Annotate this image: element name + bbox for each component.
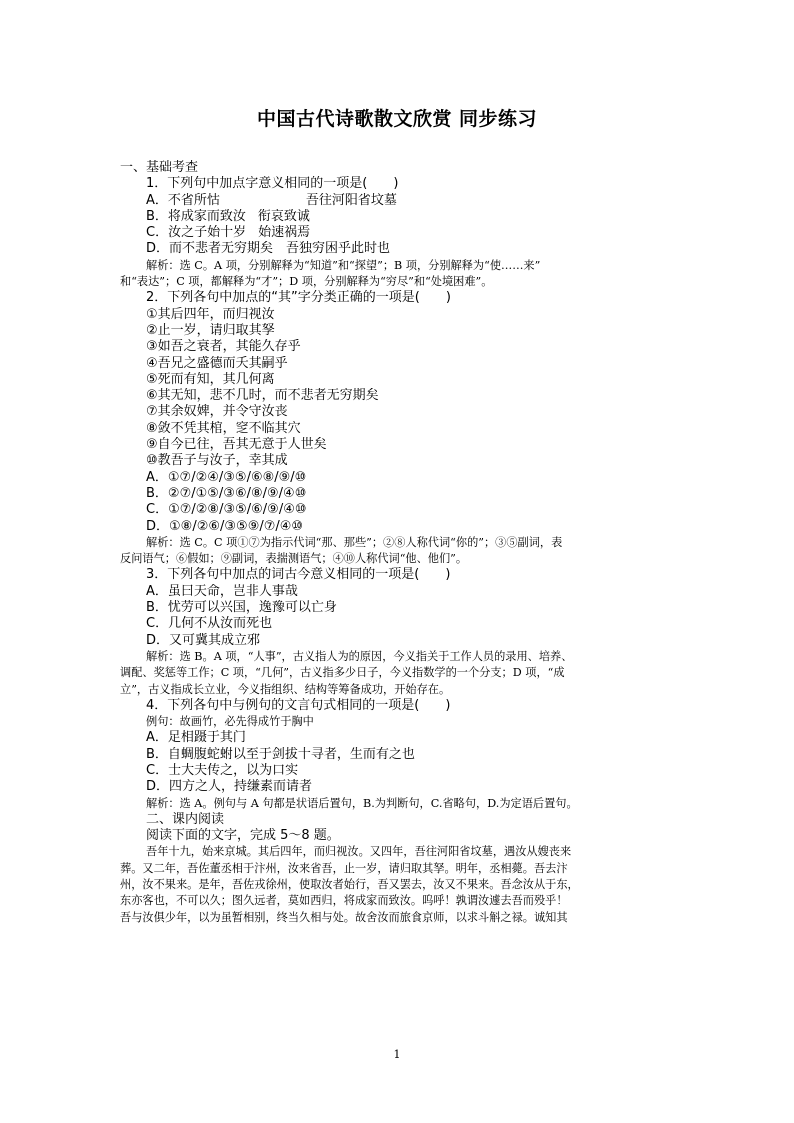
q2-item-3: ③如吾之衰者，其能久存乎 [146, 339, 301, 355]
q2-explanation-line2: 反问语气；⑥假如；⑨副词，表揣测语气；④⑩人称代词“他、他们”。 [120, 552, 468, 566]
q1-stem: 1．下列句中加点字意义相同的一项是( ) [146, 176, 399, 192]
q4-example: 例句：故画竹，必先得成竹于胸中 [146, 715, 314, 729]
q1-option-b [120, 209, 680, 225]
q2-option-a: A．①⑦/②④/③⑤/⑥⑧/⑨/⑩ [146, 469, 307, 485]
q3-explanation-line3: 立”，古义指成长立业，今义指组织、结构等筹备成功，开始存在。 [120, 682, 451, 696]
q3-option-d: D．又可冀其成立邪 [146, 632, 261, 648]
q4-option-a: A．足相蹑于其门 [146, 730, 246, 746]
page-number: 1 [393, 1048, 401, 1061]
q1-option-c-part2: 始速祸焉 [258, 225, 311, 241]
q2-item-10: ⑩教吾子与汝子，幸其成 [146, 453, 288, 469]
q1-explanation-line2: 和“表达”；C 项，都解释为“才”；D 项，分别解释为“穷尽”和“处境困难”。 [120, 275, 493, 289]
q4-option-b: B．自蜩腹蛇蚹以至于剑拔十寻者，生而有之也 [146, 746, 415, 762]
q1-option-a-part2: 吾往河阳省坟墓 [305, 192, 397, 208]
passage-line-1: 吾年十九，始来京城。其后四年，而归视汝。又四年，吾往河阳省坟墓，遇汝从嫂丧来 [146, 845, 572, 859]
q3-option-b: B．忧劳可以兴国，逸豫可以亡身 [146, 600, 337, 616]
passage-line-4: 东亦客也，不可以久；图久远者，莫如西归，将成家而致汝。呜呼！孰谓汝遽去吾而殁乎！ [120, 894, 568, 908]
passage-line-5: 吾与汝俱少年，以为虽暂相别，终当久相与处。故舍汝而旅食京师，以求斗斛之禄。诚知其 [120, 910, 568, 924]
q2-item-8: ⑧敛不凭其棺，窆不临其穴 [146, 420, 301, 436]
q2-option-d: D．①⑧/②⑥/③⑤⑨/⑦/④⑩ [146, 518, 304, 534]
q2-item-1: ①其后四年，而归视汝 [146, 306, 275, 322]
section-heading-reading: 二、课内阅读 [146, 811, 225, 827]
q2-explanation-line1: 解析：选 C。C 项①⑦为指示代词“那、那些”；②⑧人称代词“你的”；③⑤副词，表 [146, 535, 563, 549]
q1-explanation-line1: 解析：选 C。A 项，分别解释为“知道”和“探望”；B 项，分别解释为“使……来” [146, 258, 541, 272]
q1-option-c [120, 225, 680, 241]
q2-item-2: ②止一岁，请归取其孥 [146, 322, 275, 338]
q1-option-b-part1: B．将成家而致汝 [146, 208, 246, 224]
q2-item-7: ⑦其余奴婢，并令守汝丧 [146, 404, 288, 420]
q3-option-a: A．虽曰天命，岂非人事哉 [146, 583, 298, 599]
q1-option-b-part2: 衔哀致诚 [257, 208, 310, 224]
q2-item-5: ⑤死而有知，其几何离 [146, 371, 275, 387]
q1-option-a [120, 193, 680, 209]
q2-stem: 2．下列各句中加点的“其”字分类正确的一项是( ) [146, 290, 451, 306]
q4-explanation-line1: 解析：选 A。例句与 A 句都是状语后置句，B.为判断句，C.省略句，D.为定语后置句。 [146, 796, 578, 810]
q2-item-9: ⑨自今已往，吾其无意于人世矣 [146, 437, 327, 453]
q3-stem: 3．下列各句中加点的词古今意义相同的一项是( ) [146, 567, 451, 583]
passage-line-2: 葬。又二年，吾佐董丞相于汴州，汝来省吾，止一岁，请归取其孥。明年，丞相薨。吾去汴 [120, 861, 568, 875]
q4-option-d: D．四方之人，持缣素而请者 [146, 779, 313, 795]
q3-option-c: C．几何不从汝而死也 [146, 616, 273, 632]
q2-option-b: B．②⑦/①⑤/③⑥/⑧/⑨/④⑩ [146, 485, 307, 501]
passage-line-3: 州，汝不果来。是年，吾佐戎徐州，使取汝者始行，吾又罢去，汝又不果来。吾念汝从于东， [120, 878, 579, 892]
section-heading-basic: 一、基础考查 [120, 160, 199, 175]
document-body [120, 160, 680, 926]
q3-explanation-line1: 解析：选 B。A 项，“人事”，古义指人为的原因，今义指关于工作人员的录用、培养、 [146, 649, 573, 663]
q2-option-c: C．①⑦/②⑧/③⑤/⑥/⑨/④⑩ [146, 502, 307, 518]
q2-item-4: ④吾兄之盛德而夭其嗣乎 [146, 355, 288, 371]
q1-option-a-part1: A．不省所怙 [146, 192, 220, 208]
reading-instructions: 阅读下面的文字，完成 5～8 题。 [146, 828, 340, 844]
q1-option-d: D．而不悲者无穷期矣 吾独穷困乎此时也 [146, 241, 391, 257]
q3-explanation-line2: 调配、奖惩等工作；C 项，“几何”，古义指多少日子，今义指数学的一个分支；D 项，“成 [120, 666, 565, 680]
q4-option-c: C．士大夫传之，以为口实 [146, 762, 299, 778]
q1-option-c-part1: C．汝之子始十岁 [146, 225, 247, 241]
page-title: 中国古代诗歌散文欣赏 同步练习 [256, 108, 538, 130]
q4-stem: 4．下列各句中与例句的文言句式相同的一项是( ) [146, 697, 451, 713]
q2-item-6: ⑥其无知，悲不几时，而不悲者无穷期矣 [146, 388, 379, 404]
